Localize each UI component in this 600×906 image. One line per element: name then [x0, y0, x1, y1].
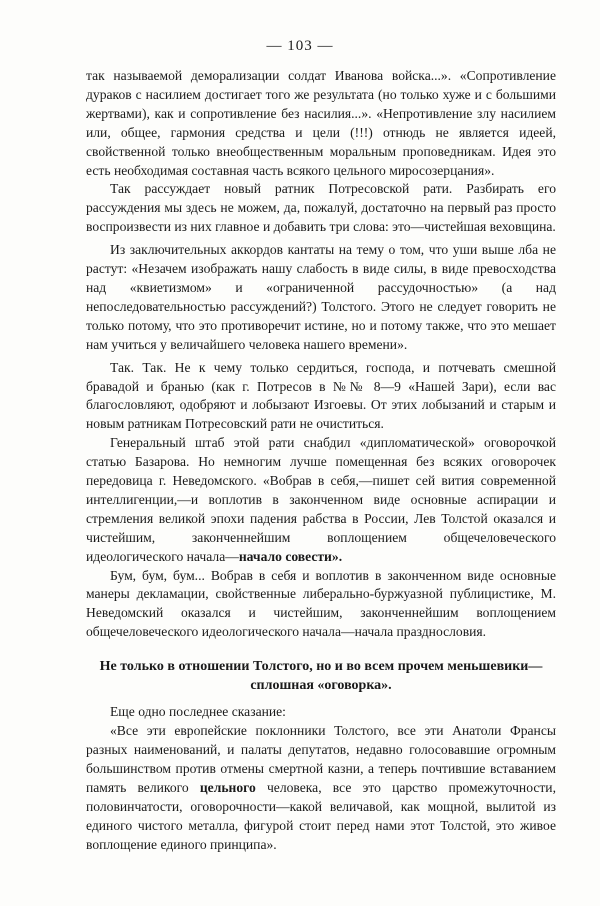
paragraph-5-emphasis: начало совести».: [238, 548, 343, 564]
section-heading: Не только в отношении Толстого, но и во всем прочем меньшевики—сплошная «оговорка».: [99, 659, 543, 693]
main-text-block: [86, 67, 556, 642]
paragraph-5: [86, 434, 556, 566]
page-number: — 103 —: [266, 38, 334, 54]
paragraph-6: Бум, бум, бум... Вобрав в себя и воплотив в законченном виде основные манеры декламации, свойственные либерально-буржуазной публицистике, М. Неведомский оказался и чистейшим, законченнейшим воплощением общечеловеческого идеологического начала—начала празднословия.: [86, 567, 556, 640]
paragraph-3: Из заключительных аккордов кантаты на тему о том, что уши выше лба не растут: «Незачем изображать нашу слабость в виде силы, в виде превосходства над «квиетизмом» и «ограниченной рассудочностью» (а над непоследовательностью рассуждений?) Толстого. Этого не следует говорить не только потому, что это противоречит истине, но и потому также, что это мешает нам учиться у величайшего человека нашего времени».: [86, 242, 556, 352]
paragraph-1: так называемой деморализации солдат Иванова войска...». «Сопротивление дураков с насилием достигает того же результата (но только хуже и с большими жертвами), как и сопротивление без насилия...». «Непротивление злу насилием или, общее, гармония средства и цели (!!!) отнюдь не является идеей, свойственной только внеобщественным моральным проповедникам. Идея это есть необходимая составная часть всякого цельного миросозерцания».: [86, 68, 556, 178]
paragraph-4: Так. Так. Не к чему только сердиться, господа, и потчевать смешной бравадой и бранью (как г. Потресов в №№ 8—9 «Нашей Зари), если вас благословляют, одобряют и лобызают Изгоевы. От этих лобызаний и старым и новым ратникам Потресовский рати не очиститься.: [86, 359, 556, 432]
lower-text-block: [86, 702, 556, 854]
paragraph-5-text: Генеральный штаб этой рати снабдил «дипломатической» оговорочкой статью Базарова. Но немногим лучше помещенная без всяких оговорочек передовица г. Неведомского. «Вобрав в себя,—пишет сей вития современной интеллигенции,—и воплотив в законченном виде основные аспирации и стремления великой эпохи падения рабства в России, Лев Толстой оказался и чистейшим, законченнейшим воплощением общечеловеческого идеологического начала—: [86, 435, 556, 564]
final-quote-part-2: человека, все это царство промежуточности, половинчатости, оговорочности—какой величавой, как мощной, вылитой из единого чистого металла, фигурой стоит перед нами этот Толстой, это живое воплощение единого принципа».: [86, 780, 556, 852]
paragraph-2: Так рассуждает новый ратник Потресовской рати. Разбирать его рассуждения мы здесь не можем, да, пожалуй, достаточно на первый раз просто воспроизвести из них главное и добавить три слова: это—чистейшая веховщина.: [86, 181, 556, 235]
final-quote: [86, 721, 556, 854]
final-quote-part-1: «Все эти европейские поклонники Толстого, все эти Анатоли Франсы разных наименований, и палаты депутатов, недавно голосовавшие огромным большинством против отмены смертной казни, а теперь почтившие вставанием память великого: [86, 723, 556, 795]
intro-line: Еще одно последнее сказание:: [110, 704, 286, 719]
final-quote-bold: цельного: [199, 780, 256, 795]
